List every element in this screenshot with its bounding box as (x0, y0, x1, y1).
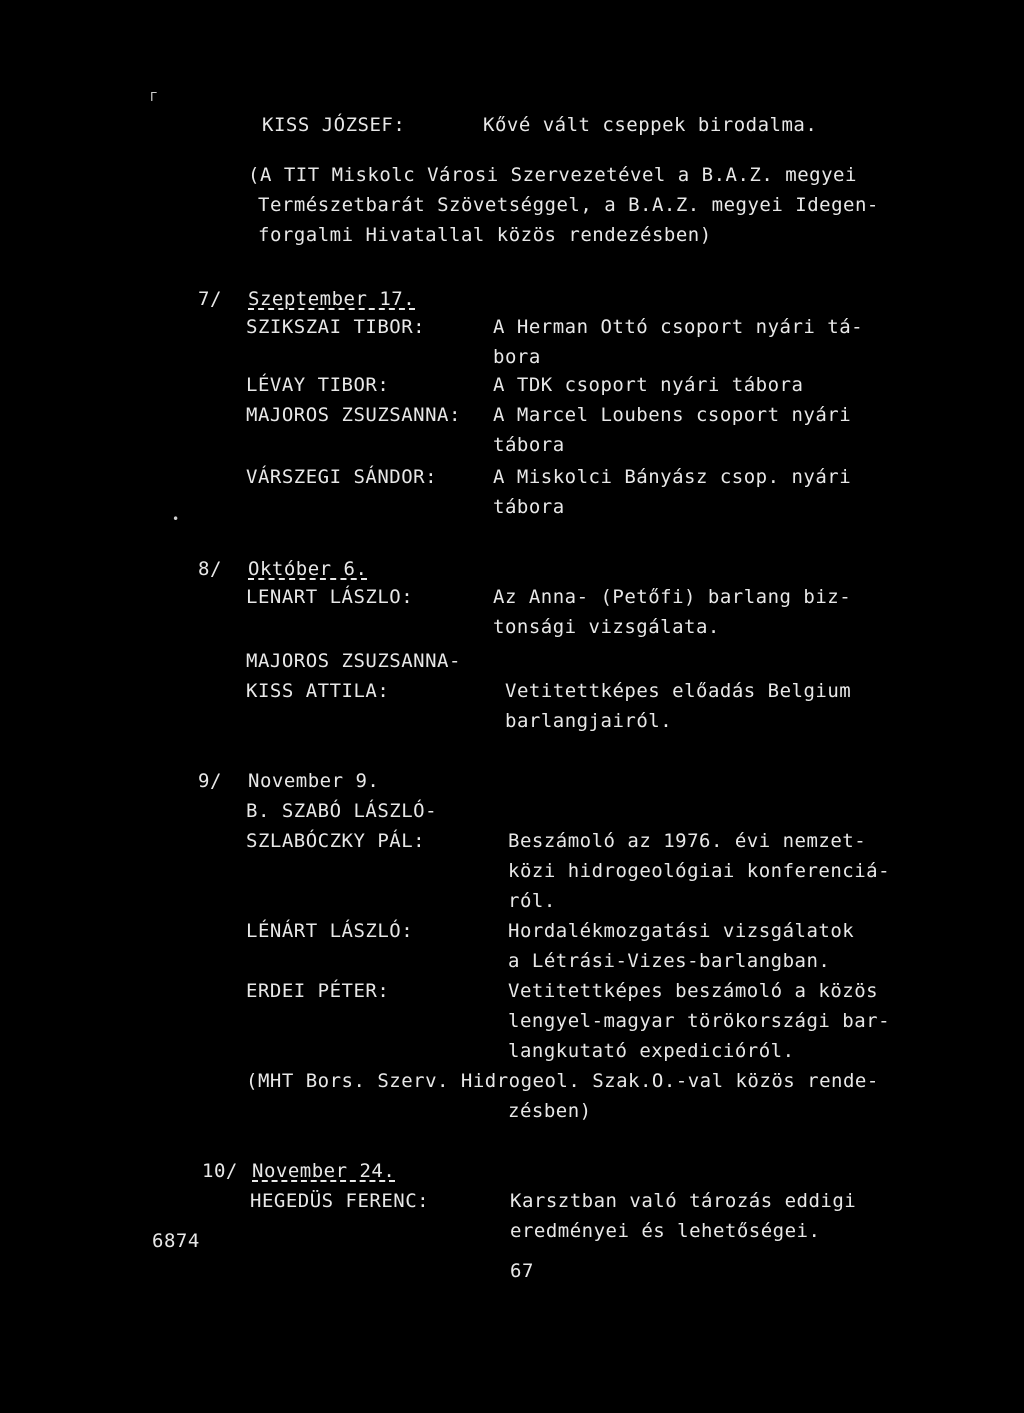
section-date: November 24. (252, 1160, 396, 1182)
entry-name: ERDEI PÉTER: (246, 980, 390, 1002)
entry-name: LENART LÁSZLO: (246, 586, 414, 608)
entry-desc: bora (493, 346, 541, 368)
header-note-line: (A TIT Miskolc Városi Szervezetével a B.A.Z. megyei (248, 164, 857, 186)
entry-desc: Karsztban való tározás eddigi (510, 1190, 857, 1212)
section-date: Október 6. (248, 558, 368, 580)
entry-desc: Az Anna- (Petőfi) barlang biz- (493, 586, 852, 608)
section-date: Szeptember 17. (248, 288, 416, 310)
entry-desc: Vetitettképes előadás Belgium (505, 680, 852, 702)
corner-mark: ᒥ (150, 90, 157, 104)
entry-name: B. SZABÓ LÁSZLÓ- (246, 800, 438, 822)
page-number: 67 (510, 1260, 534, 1282)
entry-name: VÁRSZEGI SÁNDOR: (246, 466, 438, 488)
header-note-line: forgalmi Hivatallal közös rendezésben) (258, 224, 712, 246)
section-number: 10/ (202, 1160, 238, 1182)
entry-name: LÉNÁRT LÁSZLÓ: (246, 920, 414, 942)
entry-desc: A Herman Ottó csoport nyári tá- (493, 316, 864, 338)
header-title: Kővé vált cseppek birodalma. (483, 114, 818, 136)
entry-desc: eredményei és lehetőségei. (510, 1220, 821, 1242)
entry-desc: tábora (493, 496, 565, 518)
catalog-number: 6874 (152, 1230, 200, 1252)
entry-desc: langkutató expedicióról. (508, 1040, 795, 1062)
section-note-line: (MHT Bors. Szerv. Hidrogeol. Szak.O.-val közös rende- (246, 1070, 879, 1092)
entry-name: HEGEDÜS FERENC: (250, 1190, 430, 1212)
header-author: KISS JÓZSEF: (262, 114, 406, 136)
entry-name: LÉVAY TIBOR: (246, 374, 390, 396)
entry-name: SZLABÓCZKY PÁL: (246, 830, 426, 852)
entry-desc: tonsági vizsgálata. (493, 616, 720, 638)
entry-desc: tábora (493, 434, 565, 456)
entry-desc: barlangjairól. (505, 710, 673, 732)
section-number: 8/ (198, 558, 222, 580)
entry-name: MAJOROS ZSUZSANNA: (246, 404, 461, 426)
entry-name: MAJOROS ZSUZSANNA- (246, 650, 461, 672)
section-number: 7/ (198, 288, 222, 310)
entry-desc: a Létrási-Vizes-barlangban. (508, 950, 831, 972)
entry-desc: ról. (508, 890, 556, 912)
section-number: 9/ (198, 770, 222, 792)
entry-desc: lengyel-magyar törökországi bar- (508, 1010, 891, 1032)
header-note-line: Természetbarát Szövetséggel, a B.A.Z. megyei Idegen- (258, 194, 879, 216)
entry-desc: Beszámoló az 1976. évi nemzet- (508, 830, 867, 852)
entry-name: KISS ATTILA: (246, 680, 390, 702)
margin-dot: • (172, 512, 180, 526)
entry-name: SZIKSZAI TIBOR: (246, 316, 426, 338)
entry-desc: A Miskolci Bányász csop. nyári (493, 466, 852, 488)
entry-desc: Hordalékmozgatási vizsgálatok (508, 920, 855, 942)
entry-desc: A TDK csoport nyári tábora (493, 374, 804, 396)
entry-desc: A Marcel Loubens csoport nyári (493, 404, 852, 426)
section-note-line: zésben) (508, 1100, 592, 1122)
section-date: November 9. (248, 770, 380, 792)
entry-desc: közi hidrogeológiai konferenciá- (508, 860, 891, 882)
entry-desc: Vetitettképes beszámoló a közös (508, 980, 879, 1002)
